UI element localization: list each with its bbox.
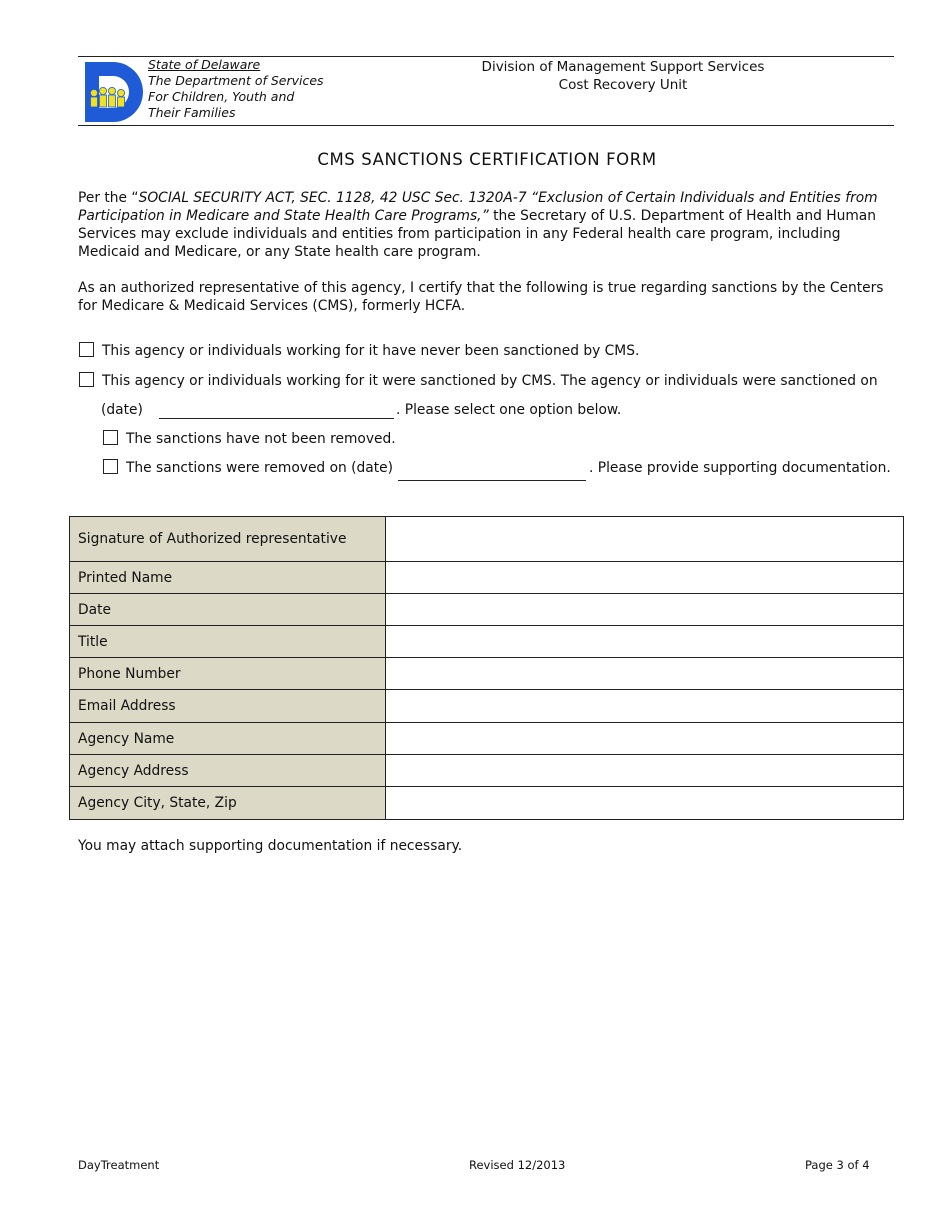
sanction-date-field[interactable]: [159, 418, 394, 419]
signature-table: [69, 516, 904, 820]
field-label: Email Address: [70, 690, 386, 723]
supporting-docs-text: . Please provide supporting documentation.: [589, 460, 891, 476]
field-label: Printed Name: [70, 562, 386, 594]
sanctioned-checkbox[interactable]: [79, 372, 94, 387]
form-title: CMS SANCTIONS CERTIFICATION FORM: [317, 150, 657, 169]
signature-field[interactable]: [386, 517, 904, 562]
phone-number-field[interactable]: [386, 658, 904, 690]
field-label: Title: [70, 626, 386, 658]
field-label: Date: [70, 594, 386, 626]
agency-address-field[interactable]: [386, 755, 904, 787]
table-row: [70, 755, 904, 787]
intro-prefix: Per the “: [78, 190, 139, 206]
printed-name-field[interactable]: [386, 562, 904, 594]
not-removed-checkbox[interactable]: [103, 430, 118, 445]
option-label: The sanctions were removed on (date): [126, 460, 394, 476]
agency-city-state-zip-field[interactable]: [386, 787, 904, 820]
field-label: Signature of Authorized representative: [70, 517, 386, 562]
table-row: [70, 562, 904, 594]
option-sanctioned[interactable]: [79, 372, 878, 390]
division-line: Division of Management Support Services: [481, 59, 765, 75]
unit-line: Cost Recovery Unit: [558, 77, 688, 93]
agency-name-field[interactable]: [386, 723, 904, 755]
table-row: [70, 723, 904, 755]
select-option-text: . Please select one option below.: [396, 402, 622, 418]
field-label: Phone Number: [70, 658, 386, 690]
table-row: [70, 594, 904, 626]
option-never-sanctioned[interactable]: [79, 342, 639, 360]
sub-option-removed[interactable]: [103, 459, 393, 477]
intro-suffix: the Secretary of U.S. Department of Health and Human Services may exclude individuals and entities from participation in any Federal health care program, including Medicaid and Medicare, or any State health care program.: [78, 208, 876, 260]
option-label: This agency or individuals working for it have never been sanctioned by CMS.: [102, 343, 640, 359]
removed-date-field[interactable]: [398, 480, 586, 481]
footer-revision: Revised 12/2013: [469, 1158, 566, 1172]
agency-name-block: [148, 57, 324, 121]
delaware-dscyf-logo-icon: [83, 60, 145, 124]
attach-note: You may attach supporting documentation if necessary.: [78, 838, 463, 854]
table-row: [70, 690, 904, 723]
field-label: Agency Address: [70, 755, 386, 787]
sanction-date-label: (date): [101, 402, 143, 418]
field-label: Agency Name: [70, 723, 386, 755]
date-field[interactable]: [386, 594, 904, 626]
agency-line: The Department of Services: [148, 73, 324, 88]
email-address-field[interactable]: [386, 690, 904, 723]
certify-paragraph: As an authorized representative of this agency, I certify that the following is true regarding sanctions by the Centers for Medicare & Medicaid Services (CMS), formerly HCFA.: [78, 280, 884, 314]
intro-paragraph: [78, 189, 900, 261]
title-field[interactable]: [386, 626, 904, 658]
never-sanctioned-checkbox[interactable]: [79, 342, 94, 357]
option-label: This agency or individuals working for it were sanctioned by CMS. The agency or individuals were sanctioned on: [102, 373, 878, 389]
table-row: [70, 626, 904, 658]
table-row: [70, 787, 904, 820]
agency-line: Their Families: [148, 105, 236, 120]
footer-page-number: Page 3 of 4: [805, 1158, 870, 1172]
agency-line: State of Delaware: [148, 57, 261, 72]
table-row: [70, 658, 904, 690]
option-label: The sanctions have not been removed.: [126, 431, 396, 447]
page-header: [78, 56, 894, 126]
footer-form-name: DayTreatment: [78, 1158, 160, 1172]
agency-line: For Children, Youth and: [148, 89, 295, 104]
removed-checkbox[interactable]: [103, 459, 118, 474]
intro-citation: SOCIAL SECURITY ACT, SEC. 1128, 42 USC Sec. 1320A-7 “Exclusion of Certain Individuals and Entities from Participation in Medicare and State Health Care Programs,”: [78, 190, 878, 224]
table-row: [70, 517, 904, 562]
field-label: Agency City, State, Zip: [70, 787, 386, 820]
sub-option-not-removed[interactable]: [103, 430, 396, 448]
division-block: [448, 58, 798, 94]
